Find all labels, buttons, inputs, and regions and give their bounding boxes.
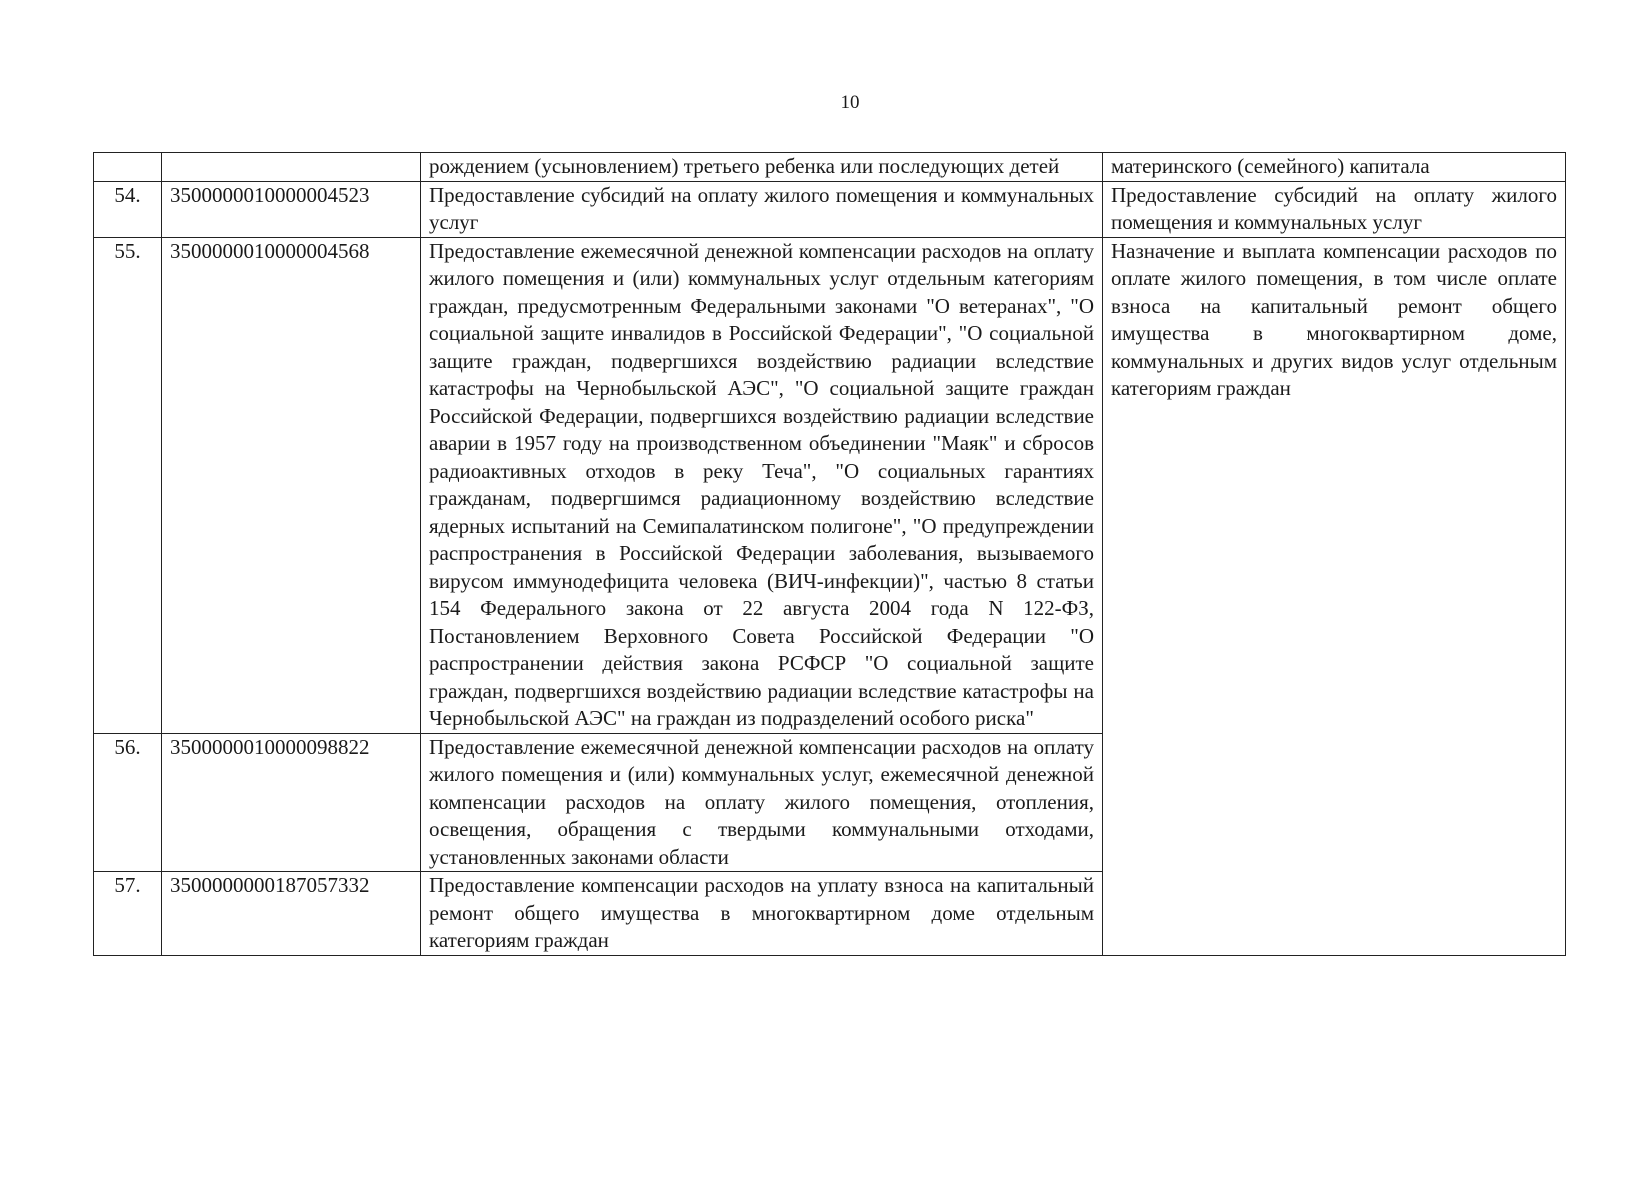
services-table: [93, 152, 1566, 956]
page-number: 10: [840, 92, 860, 113]
cell-code: 3500000000187057332: [162, 872, 421, 956]
table-row-54: [94, 181, 1566, 237]
cell-number: 54.: [94, 181, 162, 237]
cell-number: [94, 153, 162, 182]
cell-result: Предоставление субсидий на оплату жилого помещения и коммунальных услуг: [1103, 181, 1566, 237]
cell-service-name: Предоставление ежемесячной денежной компенсации расходов на оплату жилого помещения и (или) коммунальных услуг отдельным категориям граждан, предусмотренным Федеральными законами "О ветеранах", "О социальной защите инвалидов в Российской Федерации", "О социальной защите граждан, подвергшихся воздействию радиации вследствие катастрофы на Чернобыльской АЭС", "О социальной защите граждан Российской Федерации, подвергшихся воздействию радиации вследствие аварии в 1957 году на производственном объединении "Маяк" и сбросов радиоактивных отходов в реку Теча", "О социальных гарантиях гражданам, подвергшимся радиационному воздействию вследствие ядерных испытаний на Семипалатинском полигоне", "О предупреждении распространения в Российской Федерации заболевания, вызываемого вирусом иммунодефицита человека (ВИЧ-инфекции)", частью 8 статьи 154 Федерального закона от 22 августа 2004 года N 122-ФЗ, Постановлением Верховного Совета Российской Федерации "О распространении действия закона РСФСР "О социальной защите граждан, подвергшихся воздействию радиации вследствие катастрофы на Чернобыльской АЭС" на граждан из подразделений особого риска": [421, 237, 1103, 733]
cell-service-name: Предоставление ежемесячной денежной компенсации расходов на оплату жилого помещения и (или) коммунальных услуг, ежемесячной денежной компенсации расходов на оплату жилого помещения, отопления, освещения, обращения с твердыми коммунальными отходами, установленных законами области: [421, 733, 1103, 872]
cell-number: 57.: [94, 872, 162, 956]
cell-result: Назначение и выплата компенсации расходов по оплате жилого помещения, в том числе оплате взноса на капитальный ремонт общего имущества в многоквартирном доме, коммунальных и других видов услуг отдельным категориям граждан: [1103, 237, 1566, 955]
cell-code: [162, 153, 421, 182]
cell-code: 3500000010000004568: [162, 237, 421, 733]
cell-code: 3500000010000004523: [162, 181, 421, 237]
cell-number: 56.: [94, 733, 162, 872]
cell-result: материнского (семейного) капитала: [1103, 153, 1566, 182]
cell-service-name: Предоставление компенсации расходов на уплату взноса на капитальный ремонт общего имущества в многоквартирном доме отдельным категориям граждан: [421, 872, 1103, 956]
cell-code: 3500000010000098822: [162, 733, 421, 872]
table-row-55: [94, 237, 1566, 733]
cell-number: 55.: [94, 237, 162, 733]
cell-service-name: рождением (усыновлением) третьего ребенка или последующих детей: [421, 153, 1103, 182]
cell-service-name: Предоставление субсидий на оплату жилого помещения и коммунальных услуг: [421, 181, 1103, 237]
table-row-continuation: [94, 153, 1566, 182]
